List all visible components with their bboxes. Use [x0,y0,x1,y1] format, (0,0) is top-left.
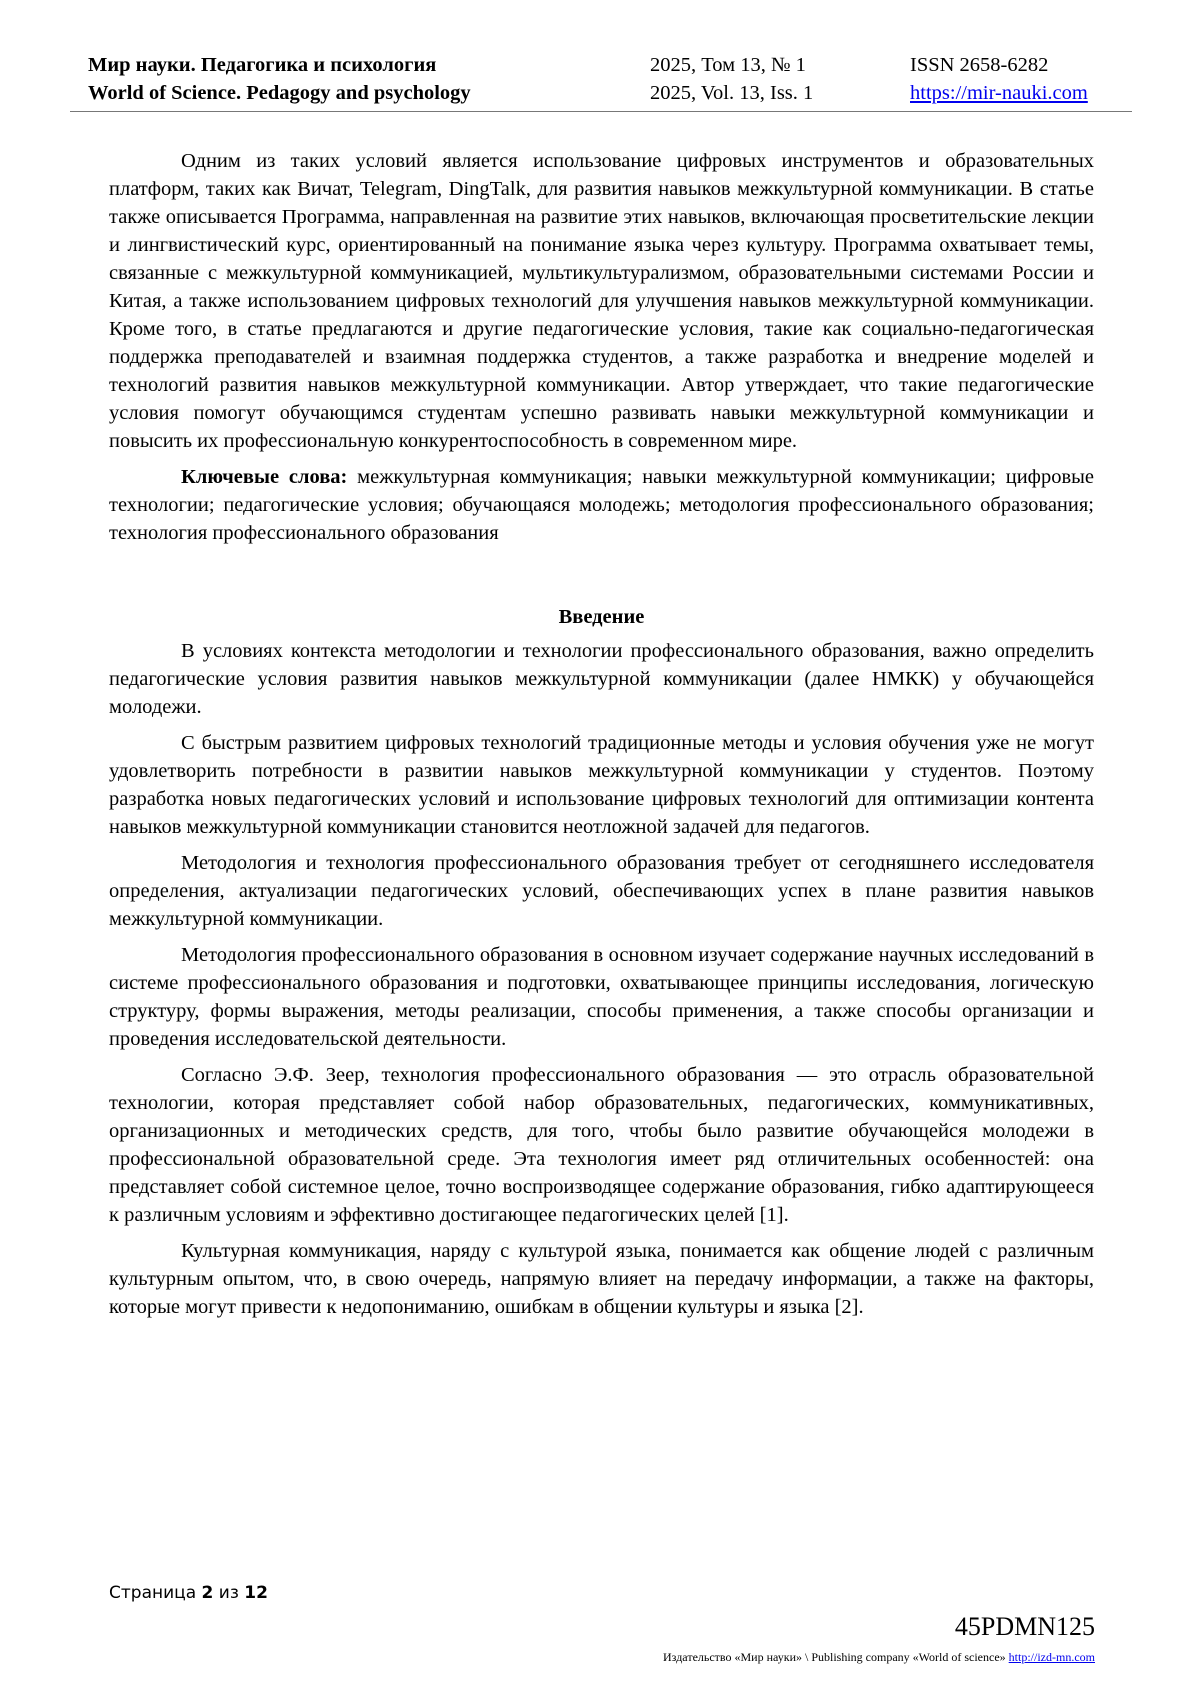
page-number [109,1583,268,1603]
section-title-introduction: Введение [558,606,645,628]
page-total: 12 [244,1583,268,1603]
document-code: 45PDMN125 [954,1612,1095,1641]
journal-title-ru: Мир науки. Педагогика и психология [88,54,437,76]
issue-info [650,51,813,107]
page-separator: из [218,1583,239,1603]
issue-ru: 2025, Том 13, № 1 [650,54,806,76]
journal-url-link[interactable]: https://mir-nauki.com [910,82,1088,104]
header-divider [70,111,1132,112]
issue-en: 2025, Vol. 13, Iss. 1 [650,82,814,104]
abstract-paragraph: Одним из таких условий является использование цифровых инструментов и образовательных платформ, таких как Вичат, Telegram, DingTalk, для развития навыков межкультурной коммуникации. В статье также описывается Программа, направленная на развитие этих навыков, включающая просветительские лекции и лингвистический курс, ориентированный на понимание языка через культуру. Программа охватывает темы, связанные с межкультурной коммуникацией, мультикультурализмом, образовательными системами России и Китая, а также использованием цифровых технологий для улучшения навыков межкультурной коммуникации. Кроме того, в статье предлагаются и другие педагогические условия, такие как социально-педагогическая поддержка преподавателей и взаимная поддержка студентов, а также разработка и внедрение моделей и технологий развития навыков межкультурной коммуникации. Автор утверждает, что такие педагогические условия помогут обучающимся студентам успешно развивать навыки межкультурной коммуникации и повысить их профессиональную конкурентоспособность в современном мире. [109,150,1094,452]
intro-paragraph-1: В условиях контекста методологии и технологии профессионального образования, важно определить педагогические условия развития навыков межкультурной коммуникации (далее НМКК) у обучающейся молодежи. [109,640,1094,718]
publisher-text: Издательство «Мир науки» \ Publishing company «World of science» [663,1650,1006,1664]
intro-paragraph-6: Культурная коммуникация, наряду с культурой языка, понимается как общение людей с различным культурным опытом, что, в свою очередь, напрямую влияет на передачу информации, а также на факторы, которые могут привести к недопониманию, ошибкам в общении культуры и языка [2]. [109,1240,1094,1318]
article-body [109,147,1094,1329]
intro-paragraph-2: С быстрым развитием цифровых технологий традиционные методы и условия обучения уже не могут удовлетворить потребности в развитии навыков межкультурной коммуникации у студентов. Поэтому разработка новых педагогических условий и использование цифровых технологий для оптимизации контента навыков межкультурной коммуникации становится неотложной задачей для педагогов. [109,732,1094,838]
publisher-url-link[interactable]: http://izd-mn.com [1008,1650,1095,1664]
publisher-line [663,1650,1095,1665]
issn-info [910,51,1088,107]
page-prefix: Страница [109,1583,197,1603]
journal-title-en: World of Science. Pedagogy and psychology [88,82,471,104]
intro-paragraph-4: Методология профессионального образования в основном изучает содержание научных исследований в системе профессионального образования и подготовки, охватывающее принципы исследования, логическую структуру, формы выражения, методы реализации, способы применения, а также способы организации и проведения исследовательской деятельности. [109,944,1094,1050]
keywords-text: межкультурная коммуникация; навыки межкультурной коммуникации; цифровые технологии; педагогические условия; обучающаяся молодежь; методология профессионального образования; технология профессионального образования [109,466,1095,544]
intro-paragraph-5: Согласно Э.Ф. Зеер, технология профессионального образования — это отрасль образовательной технологии, которая представляет собой набор образовательных, педагогических, коммуникативных, организационных и методических средств, для того, чтобы было развитие обучающейся молодежи в профессиональной образовательной среде. Эта технология имеет ряд отличительных особенностей: она представляет собой системное целое, точно воспроизводящее содержание образования, гибко адаптирующееся к различным условиям и эффективно достигающее педагогических целей [1]. [109,1064,1094,1226]
issn: ISSN 2658-6282 [910,54,1049,76]
running-header [88,51,1112,111]
page-current: 2 [201,1583,214,1603]
keywords-label: Ключевые слова: [181,466,348,488]
journal-title [88,51,471,107]
intro-paragraph-3: Методология и технология профессионального образования требует от сегодняшнего исследователя определения, актуализации педагогических условий, обеспечивающих успех в плане развития навыков межкультурной коммуникации. [109,852,1094,930]
keywords [109,463,1094,547]
